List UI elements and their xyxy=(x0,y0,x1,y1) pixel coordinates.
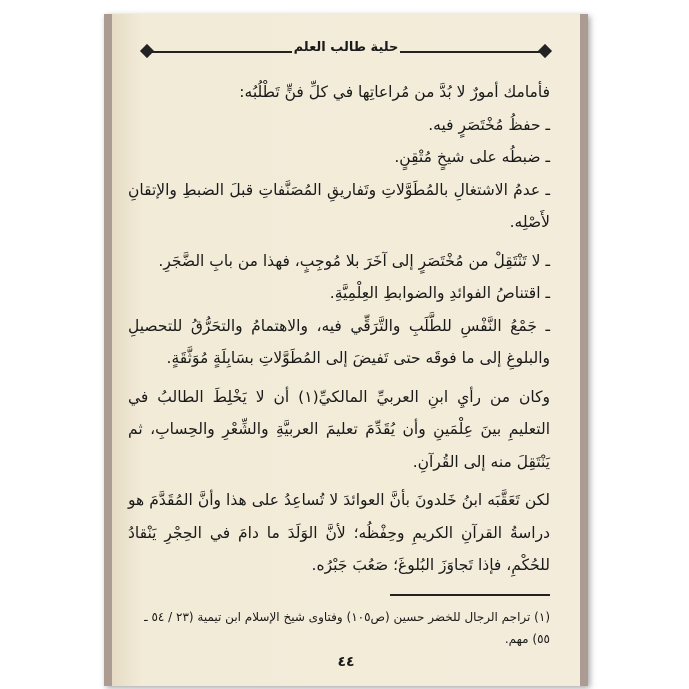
list-item: ـ عدمُ الاشتغالِ بالمُطَوَّلاتِ وتَفاريقِ المُصَنَّفاتِ قبلَ الضبطِ والإتقانِ لأَصْلِه. xyxy=(128,180,550,231)
page-number: ٤٤ xyxy=(337,654,355,670)
paragraph: لكن تَعَقَّبَه ابنُ خَلدونَ بأنَّ العوائدَ لا تُساعِدُ على هذا وأنَّ المُقَدَّمَ هو دراسةُ القرآنِ الكريمِ وحِفْظُه؛ لأنَّ الوَلَدَ ما دامَ في الحِجْرِ يَنْقادُ للحُكْمِ، فإذا تَجاوَزَ البُلوغَ؛ صَعُبَ جَبْرُه. xyxy=(128,491,550,574)
list-item: ـ ضبطُه على شيخٍ مُتْقِنٍ. xyxy=(394,148,550,166)
paragraph: وكان من رأيِ ابنِ العربيِّ المالكيِّ(١) أن لا يَخْلِطَ الطالبُ في التعليمِ بينَ عِلْمَينِ وأن يُقَدِّمَ تعليمَ العربيَّةِ والشِّعْرِ والحِسابِ، ثم يَنْتَقِلَ منه إلى القُرآنِ. xyxy=(128,387,550,471)
list-item: ـ جَمْعُ النَّفْسِ للطَّلَبِ والتَّرَقِّي فيه، والاهتمامُ والتحَرُّقُ للتحصيلِ والبلوغِ إلى ما فوقَه حتى تَفيضَ إلى المُطَوَّلاتِ بسَابِلَةٍ مُوَثَّقَةٍ. xyxy=(128,316,550,367)
footnote-separator xyxy=(390,594,550,596)
list-item: ـ لا تَنْتَقِلْ من مُخْتَصَرٍ إلى آخَرَ بلا مُوجِبٍ، فهذا من بابِ الضَّجَرِ. xyxy=(158,251,550,270)
footnote: (١) تراجم الرجال للخضر حسين (ص١٠٥) وفتاوى شيخ الإسلام ابن تيمية (٢٣ / ٥٤ ـ ٥٥) مهم. xyxy=(144,610,550,646)
header-rule-left xyxy=(152,51,292,53)
book-page xyxy=(112,14,580,686)
intro-line: فأمامك أمورٌ لا بُدَّ من مُراعاتِها في كلِّ فنٍّ تَطْلُبُه: xyxy=(239,83,550,101)
list-item: ـ اقتناصُ الفوائدِ والضوابطِ العِلْمِيَّةِ. xyxy=(329,284,550,302)
running-header xyxy=(142,38,550,64)
body-text xyxy=(128,76,550,582)
running-header-title: حلية طالب العلم xyxy=(293,40,399,55)
list-item: ـ حفظُ مُخْتَصَرٍ فيه. xyxy=(428,115,550,134)
